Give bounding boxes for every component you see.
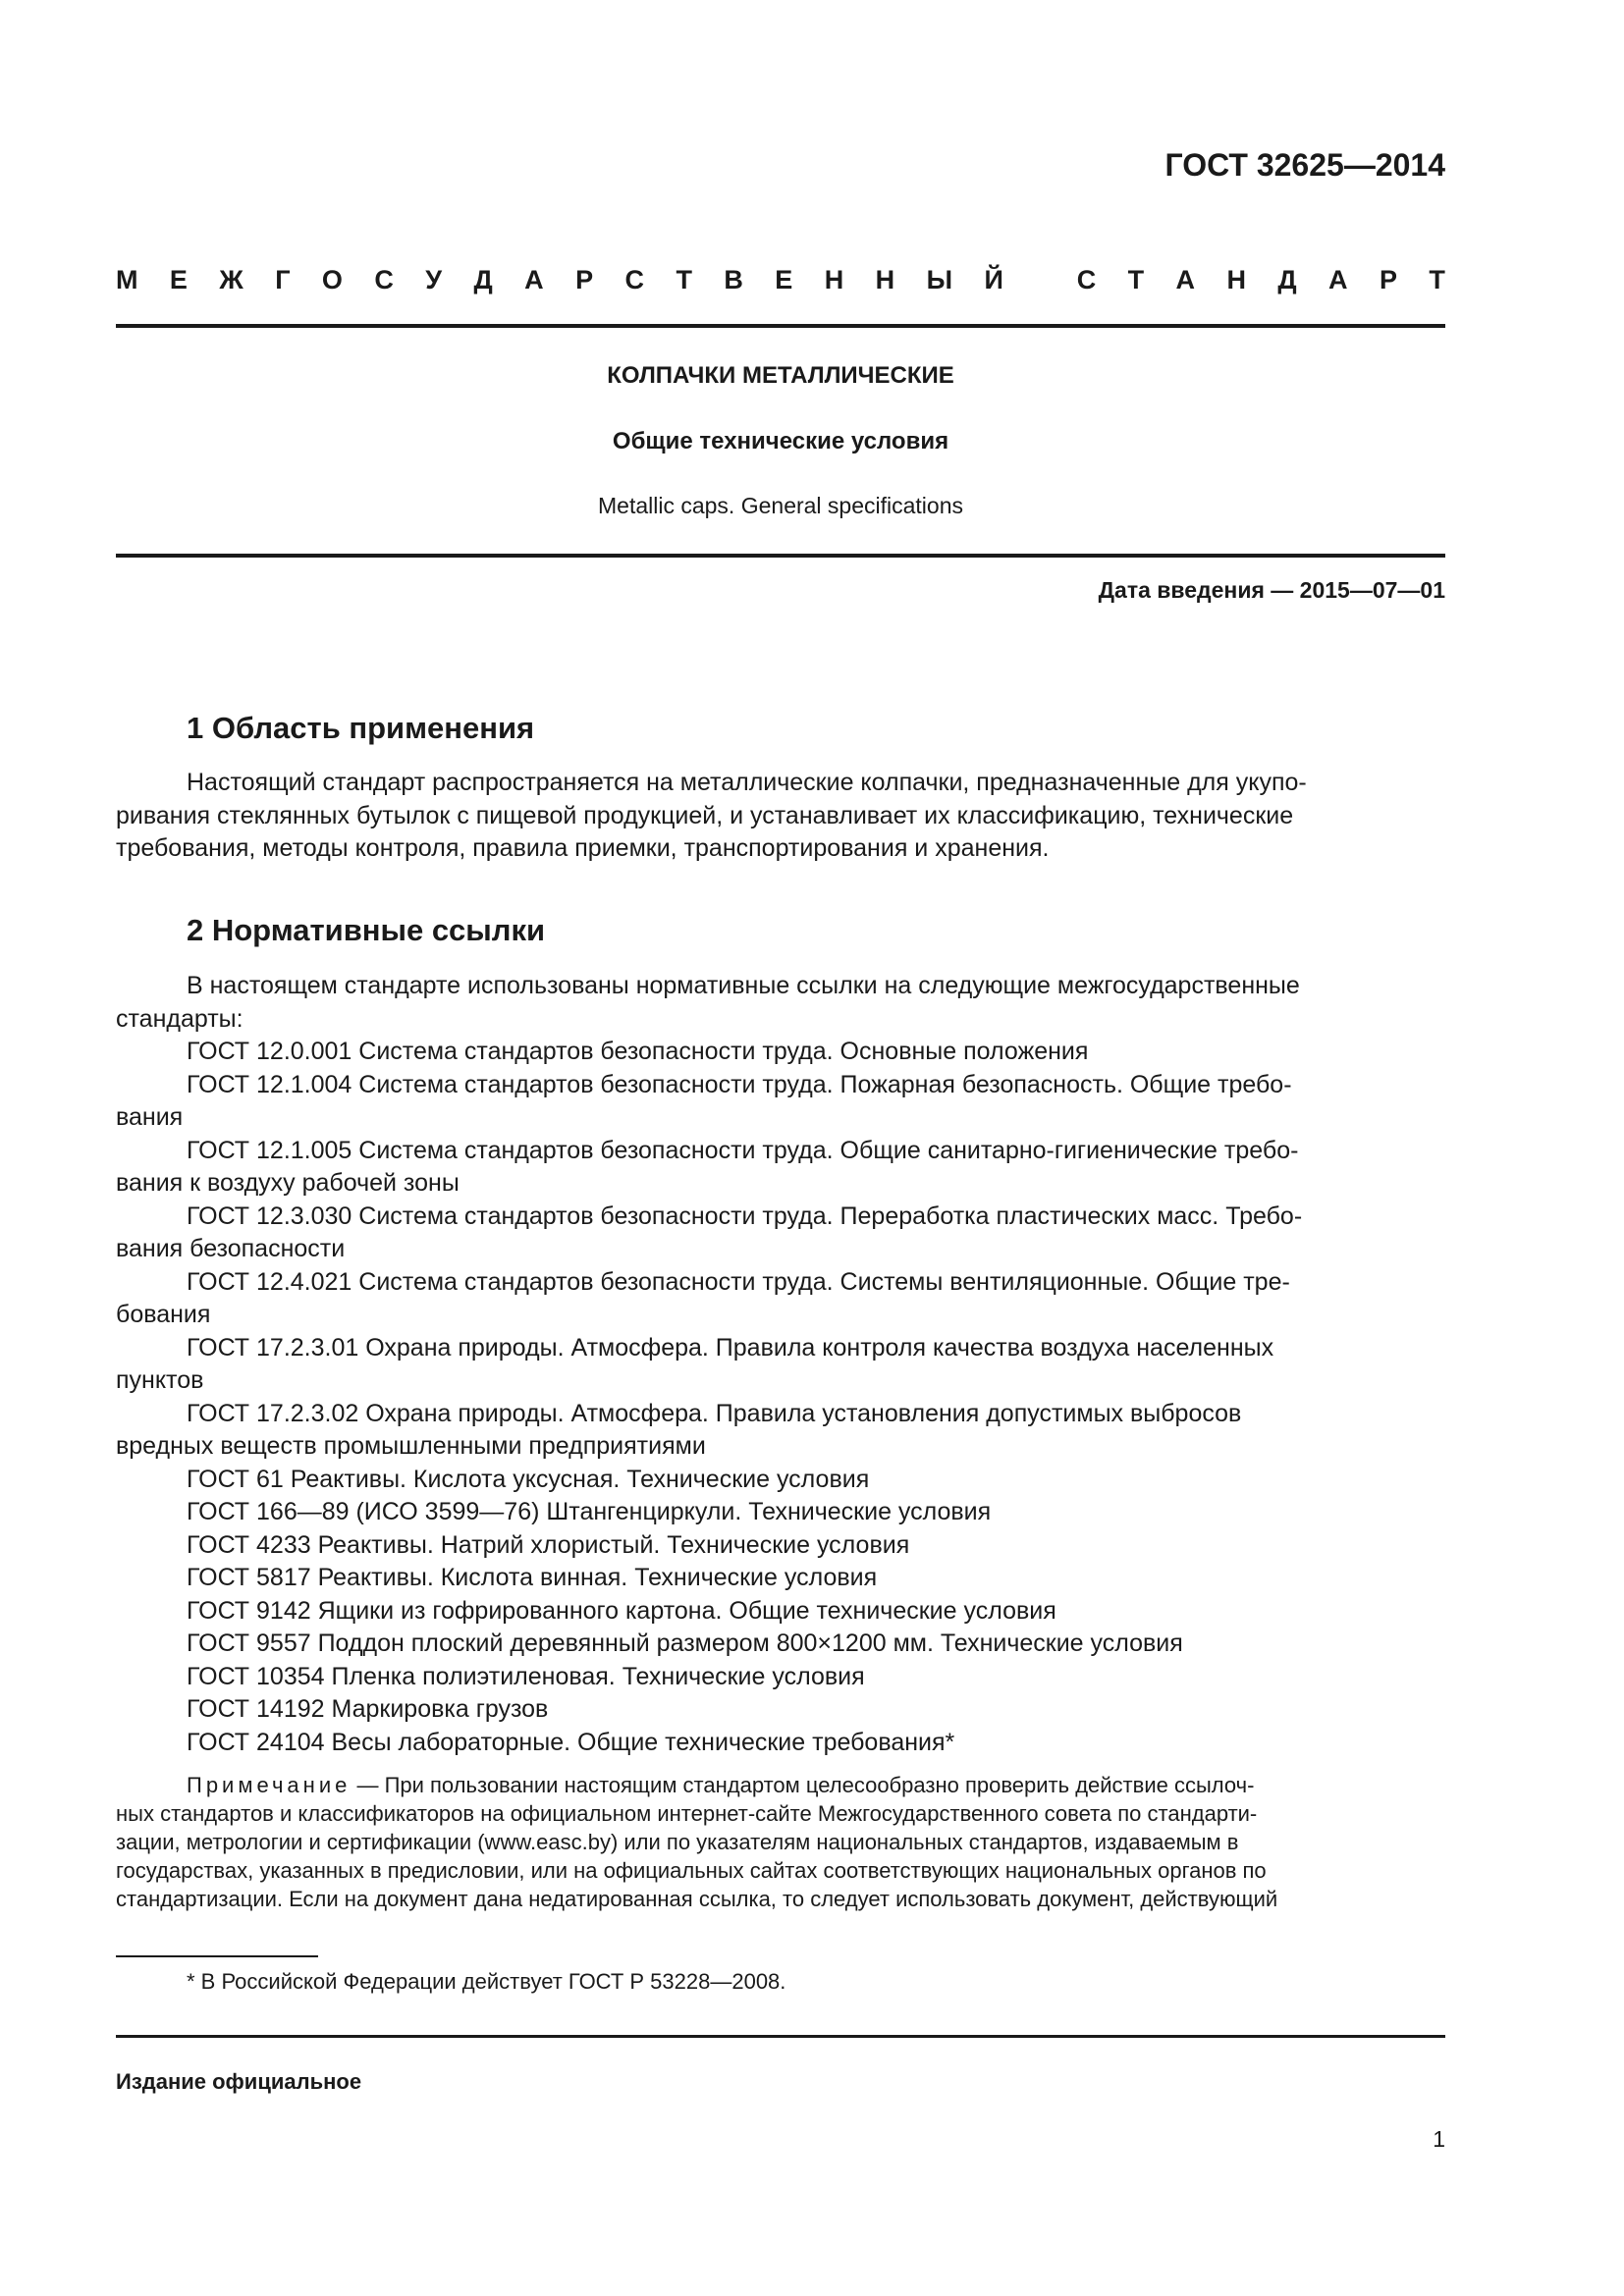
note-block [116,1771,1445,1913]
text-line: В настоящем стандарте использованы нормативные ссылки на следующие межгосударственные [187,972,1300,999]
heading-letter: Н [1226,265,1246,294]
reference-item: ГОСТ 14192 Маркировка грузов [187,1695,549,1723]
page-number: 1 [1433,2126,1445,2152]
heading-letter: Е [775,265,793,294]
heading-letter: Н [824,265,844,294]
note-line: зации, метрологии и сертификации (www.easc.by) или по указателям национальных стандартов, издаваемым в [116,1830,1239,1854]
reference-continuation: вредных веществ промышленными предприятиями [116,1432,706,1460]
section-2-heading: 2 Нормативные ссылки [187,913,546,947]
normative-references-list [116,1036,1445,1759]
heading-letter: В [724,265,743,294]
document-title: КОЛПАЧКИ МЕТАЛЛИЧЕСКИЕ [607,362,954,389]
gost-number: ГОСТ 32625—2014 [1164,147,1445,183]
heading-letter: А [524,265,544,294]
reference-continuation: вания безопасности [116,1235,346,1262]
heading-letter: Р [1379,265,1397,294]
heading-letter: Д [473,265,493,294]
title-rule [116,554,1445,558]
reference-item: ГОСТ 12.0.001 Система стандартов безопасности труда. Основные положения [187,1038,1089,1065]
header-rule [116,324,1445,328]
heading-letter: Г [275,265,291,294]
english-title: Metallic caps. General specifications [598,493,963,518]
reference-continuation: пунктов [116,1366,204,1394]
note-line: Примечание — При пользовании настоящим стандартом целесообразно проверить действие ссылоч- [187,1773,1255,1797]
heading-letter: Д [1277,265,1297,294]
reference-item: ГОСТ 12.1.004 Система стандартов безопасности труда. Пожарная безопасность. Общие требо- [187,1070,1292,1098]
section-2-intro [116,970,1445,1036]
reference-continuation: вания [116,1103,184,1131]
text-line: ривания стеклянных бутылок с пищевой продукцией, и устанавливает их классификацию, технические [116,801,1294,829]
note-line: государствах, указанных в предисловии, или на официальных сайтах соответствующих национальных органов по [116,1858,1267,1883]
note-label: Примечание [187,1773,352,1797]
heading-letter: А [1175,265,1196,294]
text-line: Настоящий стандарт распространяется на металлические колпачки, предназначенные для укупо- [187,769,1307,796]
heading-letter: Ж [219,265,244,294]
reference-item: ГОСТ 9557 Поддон плоский деревянный размером 800×1200 мм. Технические условия [187,1629,1183,1657]
reference-item: ГОСТ 12.3.030 Система стандартов безопасности труда. Переработка пластических масс. Требо- [187,1201,1303,1230]
reference-item: ГОСТ 5817 Реактивы. Кислота винная. Технические условия [187,1564,878,1591]
word-gap [1035,265,1045,295]
heading-letter: У [425,265,443,294]
reference-item: ГОСТ 17.2.3.01 Охрана природы. Атмосфера. Правила контроля качества воздуха населенных [187,1333,1274,1362]
reference-item: ГОСТ 17.2.3.02 Охрана природы. Атмосфера. Правила установления допустимых выбросов [187,1399,1242,1427]
text-line: стандарты: [116,1004,244,1033]
section-1-text [116,767,1445,866]
footnote: * В Российской Федерации действует ГОСТ Р 53228—2008. [187,1969,786,1994]
heading-letter: Й [984,265,1003,294]
heading-letter: Р [575,265,594,294]
text-line: требования, методы контроля, правила приемки, транспортирования и хранения. [116,834,1050,862]
reference-continuation: вания к воздуху рабочей зоны [116,1169,460,1197]
document-subtitle: Общие технические условия [612,428,949,454]
reference-item: ГОСТ 61 Реактивы. Кислота уксусная. Технические условия [187,1465,870,1493]
heading-letter: М [116,265,138,294]
reference-item: ГОСТ 4233 Реактивы. Натрий хлористый. Технические условия [187,1530,910,1559]
heading-letter: Т [1429,265,1445,294]
reference-item: ГОСТ 166—89 (ИСО 3599—76) Штангенциркули. Технические условия [187,1498,992,1525]
heading-letter: С [374,265,394,294]
reference-item: ГОСТ 24104 Весы лабораторные. Общие технические требования* [187,1728,955,1756]
official-edition-label: Издание официальное [116,2069,362,2094]
reference-item: ГОСТ 10354 Пленка полиэтиленовая. Технические условия [187,1662,865,1690]
reference-item: ГОСТ 9142 Ящики из гофрированного картона. Общие технические условия [187,1596,1056,1625]
reference-item: ГОСТ 12.4.021 Система стандартов безопасности труда. Системы вентиляционные. Общие тре- [187,1267,1290,1296]
heading-letter: С [624,265,645,294]
heading-letter: А [1328,265,1348,294]
interstate-standard-heading [116,265,1445,295]
heading-letter: Е [169,265,188,294]
note-line: ных стандартов и классификаторов на официальном интернет-сайте Межгосударственного совета по стандарти- [116,1801,1258,1826]
heading-letter: С [1076,265,1097,294]
heading-letter: Н [875,265,895,294]
note-line: стандартизации. Если на документ дана недатированная ссылка, то следует использовать документ, действующий [116,1887,1278,1911]
heading-letter: Т [1127,265,1145,294]
heading-letter: О [321,265,343,294]
introduction-date: Дата введения — 2015—07—01 [1098,577,1445,603]
footnote-rule [116,1955,318,1957]
heading-letter: Ы [926,265,953,294]
section-1-heading: 1 Область применения [187,711,535,745]
reference-continuation: бования [116,1301,211,1328]
heading-letter: Т [676,265,692,294]
reference-item: ГОСТ 12.1.005 Система стандартов безопасности труда. Общие санитарно-гигиенические требо- [187,1136,1299,1164]
footer-rule [116,2035,1445,2038]
